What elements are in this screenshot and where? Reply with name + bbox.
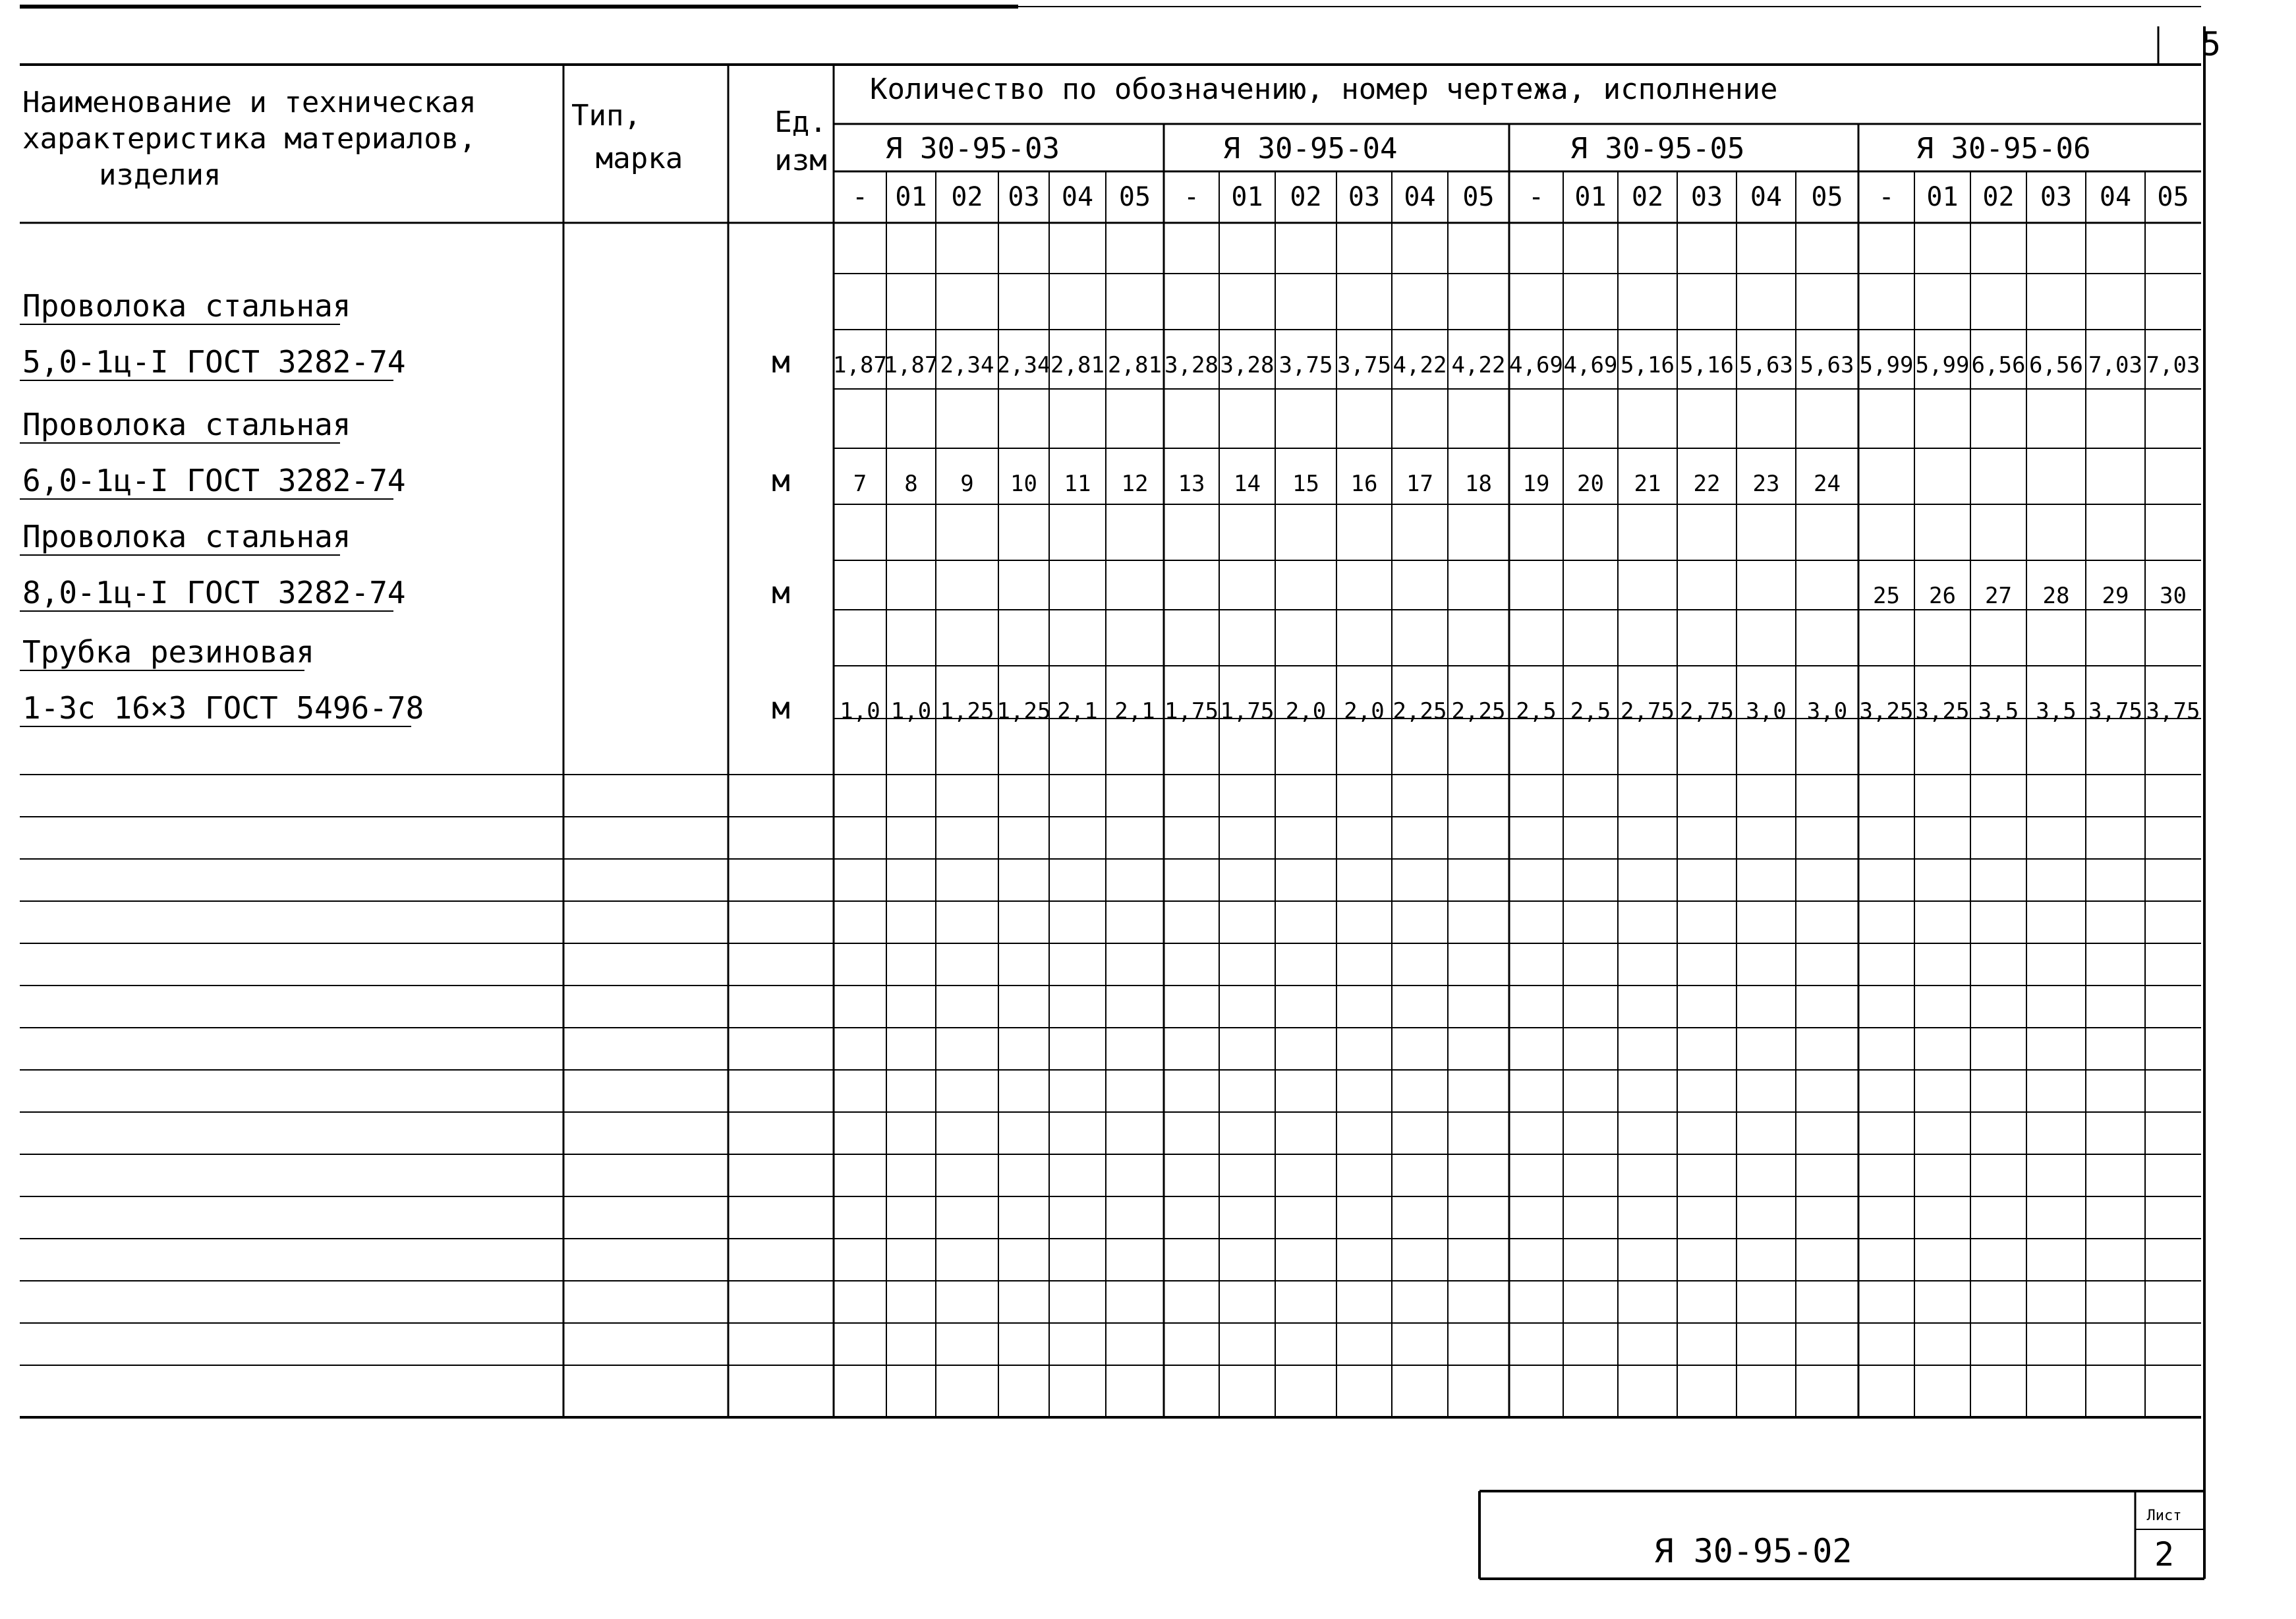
quantity-cell: 24 [1814,471,1841,497]
quantity-cell: 5,63 [1800,352,1854,378]
quantity-cell: 10 [1010,471,1037,497]
quantity-cell: 19 [1522,471,1550,497]
quantity-cell: 8 [904,471,918,497]
variant-label: 03 [1690,182,1723,212]
header-unit-line-1: Ед. [774,105,827,139]
material-name-line: 6,0-1ц-I ГОСТ 3282-74 [22,463,406,498]
sheet-corner-number: 5 [2201,25,2222,63]
quantity-cell: 20 [1577,471,1604,497]
quantity-cell: 3,5 [2036,698,2077,724]
variant-label: - [1183,182,1200,212]
variant-label: 04 [1061,182,1094,212]
quantity-cell: 3,25 [1915,698,1970,724]
header-name-line-1: Наименование и техническая [22,86,476,119]
quantity-cell: 3,75 [1337,352,1391,378]
quantity-cell: 3,75 [1278,352,1333,378]
material-name-line: 8,0-1ц-I ГОСТ 3282-74 [22,575,406,610]
variant-label: 04 [1750,182,1783,212]
quantity-cell: 3,28 [1220,352,1275,378]
quantity-cell: 6,56 [1971,352,2026,378]
group-label: Я 30-95-04 [1222,132,1398,165]
unit-cell: м [772,575,790,610]
quantity-cell: 3,0 [1806,698,1848,724]
quantity-cell: 3,5 [1978,698,2019,724]
quantity-cell: 7,03 [2146,352,2200,378]
quantity-cell: 2,34 [996,352,1051,378]
quantity-cell: 2,1 [1114,698,1155,724]
quantity-cell: 4,22 [1451,352,1506,378]
header-name-line-3: изделия [99,158,221,192]
quantity-cell: 1,25 [940,698,994,724]
quantity-cell: 2,81 [1108,352,1162,378]
quantity-cell: 2,75 [1621,698,1675,724]
quantity-cell: 27 [1985,583,2012,609]
variant-label: 04 [2099,182,2132,212]
quantity-cell: 2,75 [1680,698,1734,724]
quantity-cell: 5,63 [1739,352,1793,378]
quantity-cell: 22 [1693,471,1721,497]
variant-label: 01 [895,182,927,212]
quantity-cell: 1,0 [840,698,880,724]
quantity-cell: 2,25 [1451,698,1506,724]
quantity-cell: 29 [2102,583,2129,609]
title-block-sheet-label: Лист [2146,1508,2182,1524]
variant-label: 01 [1231,182,1263,212]
material-name-line: Проволока стальная [22,519,351,554]
variant-label: 02 [1631,182,1664,212]
quantity-cell: 26 [1929,583,1956,609]
quantity-cell: 28 [2042,583,2070,609]
variant-label: 02 [951,182,983,212]
quantity-cell: 18 [1465,471,1492,497]
material-name-line: 1-3с 16×3 ГОСТ 5496-78 [22,690,424,726]
quantity-cell: 5,16 [1621,352,1675,378]
quantity-cell: 23 [1752,471,1780,497]
quantity-cell: 11 [1064,471,1091,497]
variant-label: 05 [1462,182,1495,212]
quantity-cell: 3,75 [2146,698,2200,724]
quantity-cell: 1,75 [1220,698,1275,724]
quantity-cell: 2,0 [1344,698,1385,724]
variant-label: - [851,182,869,212]
header-name-line-2: характеристика материалов, [22,122,476,156]
variant-label: 03 [1348,182,1381,212]
quantity-cell: 15 [1292,471,1319,497]
variant-label: 03 [2040,182,2073,212]
quantity-cell: 7 [853,471,867,497]
group-label: Я 30-95-06 [1916,132,2091,165]
unit-cell: м [772,690,790,726]
quantity-cell: 1,25 [996,698,1051,724]
quantity-cell: 2,1 [1057,698,1098,724]
variant-label: 05 [1118,182,1151,212]
quantity-cell: 2,25 [1392,698,1447,724]
quantity-cell: 1,87 [884,352,938,378]
quantity-cell: 6,56 [2029,352,2083,378]
variant-label: - [1528,182,1545,212]
group-label: Я 30-95-03 [885,132,1060,165]
quantity-cell: 5,16 [1680,352,1734,378]
variant-label: - [1878,182,1895,212]
title-block-designation: Я 30-95-02 [1653,1532,1852,1570]
variant-label: 02 [1982,182,2015,212]
quantity-cell: 21 [1634,471,1661,497]
variant-label: 05 [1811,182,1843,212]
variant-label: 01 [1926,182,1959,212]
quantity-cell: 4,69 [1509,352,1563,378]
variant-label: 05 [2157,182,2189,212]
variant-label: 01 [1574,182,1607,212]
quantity-cell: 1,87 [833,352,887,378]
quantity-cell: 3,0 [1746,698,1787,724]
quantity-cell: 25 [1873,583,1900,609]
quantity-cell: 2,5 [1516,698,1557,724]
material-name-line: Проволока стальная [22,288,351,324]
quantity-cell: 13 [1178,471,1205,497]
quantity-cell: 1,0 [890,698,932,724]
quantity-cell: 17 [1406,471,1433,497]
quantity-cell: 5,99 [1915,352,1970,378]
quantity-cell: 14 [1234,471,1261,497]
group-label: Я 30-95-05 [1570,132,1745,165]
quantity-cell: 5,99 [1859,352,1914,378]
quantity-cell: 2,34 [940,352,994,378]
quantity-cell: 1,75 [1164,698,1219,724]
variant-label: 04 [1404,182,1436,212]
quantity-cell: 4,69 [1563,352,1618,378]
quantity-cell: 7,03 [2088,352,2142,378]
quantity-cell: 9 [960,471,974,497]
quantity-cell: 12 [1121,471,1149,497]
title-block-sheet-number: 2 [2154,1535,2175,1574]
quantity-cell: 16 [1350,471,1378,497]
quantity-cell: 3,28 [1164,352,1219,378]
quantity-cell: 2,5 [1570,698,1611,724]
quantity-cell: 3,75 [2088,698,2142,724]
material-name-line: Трубка резиновая [22,634,315,670]
unit-cell: м [772,463,790,498]
material-name-line: Проволока стальная [22,407,351,442]
variant-label: 02 [1290,182,1322,212]
quantity-cell: 2,0 [1285,698,1327,724]
quantity-cell: 2,81 [1050,352,1105,378]
quantity-cell: 4,22 [1392,352,1447,378]
material-name-line: 5,0-1ц-I ГОСТ 3282-74 [22,344,406,380]
header-unit-line-2: изм [774,144,827,177]
quantity-cell: 30 [2160,583,2187,609]
quantity-cell: 3,25 [1859,698,1914,724]
unit-cell: м [772,344,790,380]
variant-label: 03 [1008,182,1040,212]
header-quantity: Количество по обозначению, номер чертежа, исполнение [870,73,1778,106]
header-type-line-2: марка [595,142,683,175]
header-type-line-1: Тип, [571,99,641,132]
